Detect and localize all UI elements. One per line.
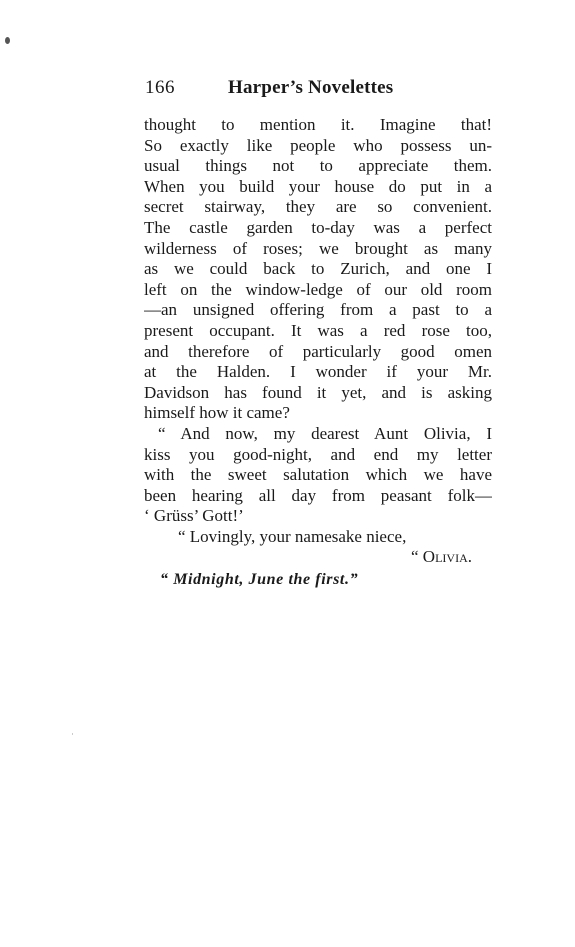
text-line: himself how it came? — [144, 403, 290, 423]
running-title: Harper’s Novelettes — [228, 77, 394, 98]
page-number: 166 — [145, 77, 175, 98]
text-line: Davidson has found it yet, and is asking — [144, 382, 492, 402]
body-text — [144, 115, 492, 568]
text-line: kiss you good-night, and end my letter — [144, 444, 492, 464]
text-line: at the Halden. I wonder if your Mr. — [144, 362, 492, 382]
text-line: ‘ Grüss’ Gott!’ — [144, 506, 244, 526]
text-line: and therefore of particularly good omen — [144, 341, 492, 361]
text-line: secret stairway, they are so convenient. — [144, 197, 492, 217]
text-line: wilderness of roses; we brought as many — [144, 238, 492, 258]
text-line: —an unsigned offering from a past to a — [144, 300, 492, 320]
signature: “ Olivia. — [411, 547, 472, 567]
text-line: left on the window-ledge of our old room — [144, 279, 492, 299]
page-header — [145, 75, 495, 101]
text-line: The castle garden to-day was a perfect — [144, 217, 492, 237]
text-line: So exactly like people who possess un- — [144, 135, 492, 155]
text-line: been hearing all day from peasant folk— — [144, 485, 492, 505]
text-line: “ Lovingly, your namesake niece, — [178, 526, 407, 546]
dateline: “ Midnight, June the first.” — [160, 571, 359, 588]
text-line: “ And now, my dearest Aunt Olivia, I — [158, 423, 492, 443]
text-line: When you build your house do put in a — [144, 176, 492, 196]
text-line: thought to mention it. Imagine that! — [144, 115, 492, 134]
ink-speck — [5, 37, 10, 44]
text-line: as we could back to Zurich, and one I — [144, 259, 492, 279]
text-line: present occupant. It was a red rose too, — [144, 320, 492, 340]
faint-mark — [72, 733, 73, 735]
text-line: usual things not to appreciate them. — [144, 156, 492, 176]
text-line: with the sweet salutation which we have — [144, 465, 492, 485]
